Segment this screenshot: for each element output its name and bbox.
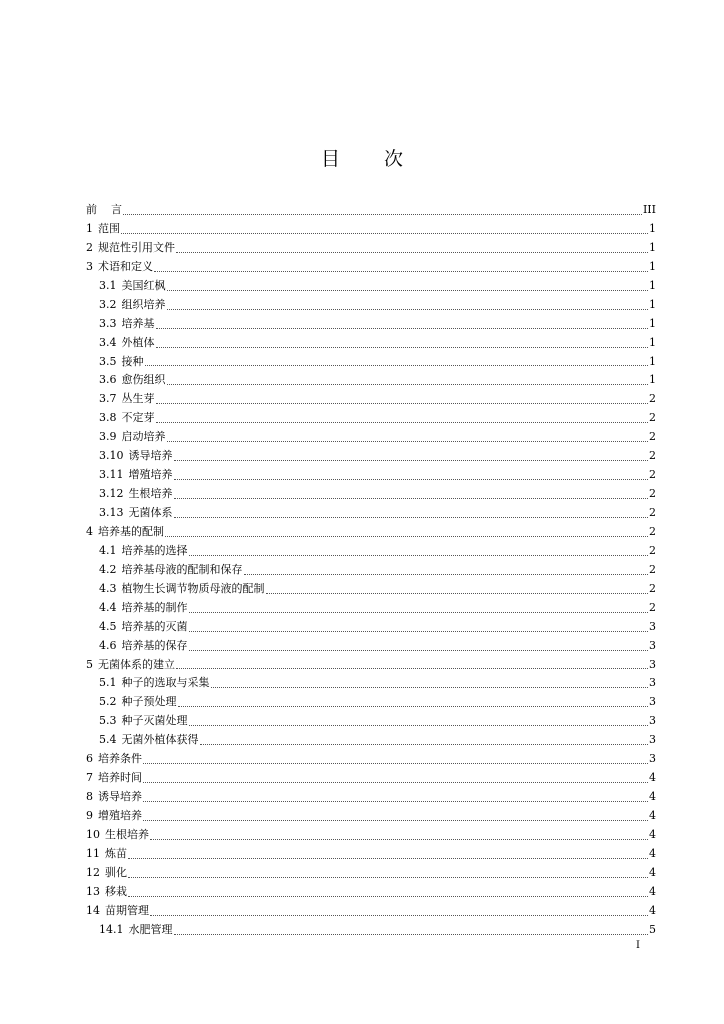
- toc-entry-label: [99, 561, 243, 580]
- toc-entry-number: 13: [86, 884, 100, 898]
- toc-entry-label: [86, 523, 164, 542]
- toc-entry-page: 3: [649, 657, 656, 671]
- toc-entry-page: 2: [649, 449, 656, 463]
- toc-entry-page: 4: [649, 790, 656, 804]
- toc-entry-title: 培养基的灭菌: [121, 619, 188, 633]
- toc-leader-dots: [189, 631, 649, 632]
- toc-leader-dots: [128, 877, 648, 878]
- footer-page-number: I: [636, 940, 640, 951]
- toc-entry-label: [99, 921, 173, 940]
- toc-leader-dots: [189, 725, 649, 726]
- toc-entry-page: 2: [649, 468, 656, 482]
- toc-entry-page: 2: [649, 411, 656, 425]
- toc-leader-dots: [128, 896, 648, 897]
- toc-entry-page: 3: [649, 676, 656, 690]
- toc-leader-dots: [156, 403, 649, 404]
- toc-entry[interactable]: [86, 826, 656, 845]
- toc-entry-page: 3: [649, 619, 656, 633]
- toc-entry[interactable]: [86, 220, 656, 239]
- toc-entry-title: 培养基的配制: [98, 524, 164, 538]
- toc-entry-label: [86, 258, 153, 277]
- toc-entry-number: 9: [86, 809, 93, 822]
- toc-entry-label: [99, 371, 166, 390]
- toc-entry-title: 前 言: [86, 203, 122, 216]
- toc-entry-number: 4.3: [99, 581, 117, 595]
- toc-entry-page: 5: [649, 922, 656, 936]
- toc-entry-page: 1: [649, 335, 656, 349]
- toc-entry[interactable]: [86, 618, 656, 637]
- toc-entry-page: 2: [649, 524, 656, 538]
- toc-entry-label: [99, 447, 173, 466]
- toc-entry-label: [99, 428, 166, 447]
- toc-entry-page: 1: [649, 316, 656, 330]
- toc-entry-page: 2: [649, 543, 656, 557]
- toc-entry-label: [99, 390, 155, 409]
- toc-entry-number: 3.3: [99, 316, 117, 330]
- toc-entry-number: 4.5: [99, 619, 117, 633]
- toc-entry-label: [99, 599, 188, 618]
- toc-entry-number: 3.7: [99, 392, 117, 406]
- toc-entry[interactable]: [86, 674, 656, 693]
- title-char-right: 次: [384, 148, 404, 170]
- toc-entry-page: 2: [649, 562, 656, 576]
- toc-entry[interactable]: [86, 845, 656, 864]
- toc-entry-label: [86, 845, 127, 864]
- toc-entry-number: 3.1: [99, 278, 117, 292]
- toc-entry-title: 诱导培养: [128, 449, 173, 463]
- table-of-contents: [86, 201, 656, 940]
- toc-entry-title: 启动培养: [121, 430, 166, 444]
- toc-entry[interactable]: [86, 296, 656, 315]
- title-char-left: 目: [320, 148, 340, 170]
- toc-entry-page: 4: [649, 809, 656, 822]
- toc-entry-label: [99, 674, 210, 693]
- toc-entry[interactable]: [86, 883, 656, 902]
- toc-entry-page: 1: [649, 240, 656, 254]
- toc-entry[interactable]: [86, 258, 656, 277]
- toc-entry[interactable]: [86, 561, 656, 580]
- toc-entry-label: [99, 542, 188, 561]
- toc-entry[interactable]: [86, 277, 656, 296]
- toc-entry-title: 苗期管理: [105, 903, 149, 917]
- toc-entry-label: [99, 409, 155, 428]
- toc-entry-number: 5.1: [99, 676, 117, 690]
- toc-entry-label: [86, 201, 122, 220]
- toc-entry[interactable]: [86, 599, 656, 618]
- toc-entry-title: 培养基的保存: [121, 638, 188, 652]
- toc-entry-page: 1: [649, 278, 656, 292]
- toc-entry-number: 3.13: [99, 506, 124, 519]
- toc-leader-dots: [244, 574, 649, 575]
- toc-entry-title: 种子预处理: [121, 695, 177, 709]
- toc-leader-dots: [143, 820, 648, 821]
- toc-entry-page: 1: [649, 354, 656, 368]
- toc-entry[interactable]: [86, 807, 656, 826]
- toc-entry[interactable]: [86, 542, 656, 561]
- toc-leader-dots: [121, 233, 648, 234]
- toc-leader-dots: [167, 441, 649, 442]
- toc-leader-dots: [174, 498, 649, 499]
- toc-entry-label: [86, 239, 175, 258]
- toc-entry-label: [99, 466, 173, 485]
- toc-entry-number: 5.4: [99, 733, 117, 747]
- toc-entry[interactable]: [86, 864, 656, 883]
- toc-entry-number: 5.2: [99, 695, 117, 709]
- toc-leader-dots: [200, 744, 649, 745]
- toc-entry-title: 培养基的选择: [121, 543, 188, 557]
- toc-entry[interactable]: [86, 239, 656, 258]
- toc-entry-number: 3.5: [99, 354, 117, 368]
- toc-entry[interactable]: [86, 428, 656, 447]
- toc-leader-dots: [143, 782, 648, 783]
- toc-leader-dots: [174, 934, 649, 935]
- toc-leader-dots: [156, 347, 649, 348]
- toc-entry-page: III: [642, 203, 656, 216]
- toc-entry-page: 1: [649, 373, 656, 387]
- toc-entry-number: 3.2: [99, 297, 117, 311]
- toc-entry[interactable]: [86, 334, 656, 353]
- toc-entry-page: 2: [649, 600, 656, 614]
- toc-entry-title: 不定芽: [121, 411, 155, 425]
- toc-entry-page: 4: [649, 827, 656, 841]
- toc-entry-number: 14: [86, 903, 100, 917]
- toc-entry[interactable]: [86, 466, 656, 485]
- toc-entry[interactable]: [86, 315, 656, 334]
- toc-entry-page: 1: [649, 297, 656, 311]
- toc-entry-page: 3: [649, 638, 656, 652]
- toc-leader-dots: [189, 555, 649, 556]
- toc-entry-label: [99, 485, 173, 504]
- toc-entry[interactable]: [86, 523, 656, 542]
- toc-entry-label: [99, 504, 173, 523]
- toc-entry-number: 4.1: [99, 543, 117, 557]
- page-title: [0, 144, 724, 171]
- toc-entry-label: [99, 353, 144, 372]
- toc-entry-title: 无菌体系的建立: [98, 657, 175, 671]
- toc-entry-title: 无菌外植体获得: [121, 733, 199, 747]
- toc-leader-dots: [176, 668, 648, 669]
- toc-leader-dots: [189, 612, 649, 613]
- toc-entry[interactable]: [86, 769, 656, 788]
- toc-entry-number: 5.3: [99, 714, 117, 728]
- toc-leader-dots: [178, 706, 649, 707]
- toc-entry-page: 4: [649, 771, 656, 785]
- toc-entry-title: 培养条件: [98, 752, 142, 766]
- toc-entry-label: [86, 864, 127, 883]
- toc-leader-dots: [167, 290, 649, 291]
- toc-entry-label: [99, 296, 166, 315]
- toc-entry-number: 2: [86, 240, 93, 254]
- toc-entry-page: 4: [649, 865, 656, 879]
- toc-entry-title: 培养时间: [98, 771, 142, 785]
- toc-entry[interactable]: [86, 656, 656, 675]
- toc-entry-number: 4: [86, 524, 93, 538]
- toc-entry-label: [86, 788, 142, 807]
- toc-entry-label: [86, 769, 142, 788]
- toc-entry-number: 3.4: [99, 335, 117, 349]
- toc-entry-number: 11: [86, 846, 100, 860]
- toc-leader-dots: [145, 365, 649, 366]
- toc-entry-number: 3.11: [99, 468, 124, 482]
- toc-entry-label: [99, 580, 265, 599]
- toc-entry[interactable]: [86, 693, 656, 712]
- toc-entry-page: 2: [649, 581, 656, 595]
- toc-leader-dots: [174, 517, 649, 518]
- toc-entry-label: [99, 618, 188, 637]
- toc-leader-dots: [174, 479, 649, 480]
- toc-entry-number: 14.1: [99, 922, 124, 936]
- toc-entry-page: 2: [649, 506, 656, 519]
- toc-entry-label: [99, 731, 199, 750]
- toc-entry-page: 1: [649, 259, 656, 273]
- toc-entry[interactable]: [86, 921, 656, 940]
- toc-leader-dots: [154, 271, 648, 272]
- toc-leader-dots: [167, 309, 649, 310]
- toc-entry-title: 生根培养: [128, 487, 173, 501]
- toc-leader-dots: [176, 252, 648, 253]
- toc-entry-label: [86, 750, 142, 769]
- toc-entry[interactable]: [86, 580, 656, 599]
- toc-entry-page: 3: [649, 695, 656, 709]
- toc-entry-title: 炼苗: [105, 846, 127, 860]
- toc-leader-dots: [150, 915, 648, 916]
- toc-entry-title: 移栽: [105, 884, 127, 898]
- toc-entry[interactable]: [86, 409, 656, 428]
- toc-entry-label: [99, 693, 177, 712]
- toc-entry-title: 外植体: [121, 335, 155, 349]
- toc-entry-title: 接种: [121, 354, 144, 368]
- toc-entry-page: 3: [649, 714, 656, 728]
- toc-entry-title: 愈伤组织: [121, 373, 166, 387]
- toc-entry-title: 水肥管理: [128, 922, 173, 936]
- toc-entry[interactable]: [86, 712, 656, 731]
- toc-entry[interactable]: [86, 201, 656, 220]
- toc-entry-label: [86, 883, 127, 902]
- toc-entry-number: 1: [86, 221, 93, 235]
- toc-entry-page: 3: [649, 752, 656, 766]
- toc-entry-title: 范围: [98, 221, 120, 235]
- toc-entry-page: 3: [649, 733, 656, 747]
- toc-entry-title: 规范性引用文件: [98, 240, 175, 254]
- toc-entry-title: 美国红枫: [121, 278, 166, 292]
- toc-leader-dots: [156, 422, 649, 423]
- toc-entry[interactable]: [86, 353, 656, 372]
- toc-entry-title: 术语和定义: [98, 259, 153, 273]
- toc-leader-dots: [167, 384, 649, 385]
- toc-entry-title: 增殖培养: [98, 809, 142, 822]
- toc-entry[interactable]: [86, 390, 656, 409]
- toc-entry-title: 植物生长调节物质母液的配制: [121, 581, 265, 595]
- toc-entry-label: [99, 712, 188, 731]
- toc-entry-label: [99, 315, 155, 334]
- toc-leader-dots: [128, 858, 648, 859]
- toc-entry-label: [86, 656, 175, 675]
- toc-leader-dots: [165, 536, 648, 537]
- toc-entry-number: 3.6: [99, 373, 117, 387]
- toc-leader-dots: [123, 214, 642, 215]
- toc-entry[interactable]: [86, 371, 656, 390]
- toc-leader-dots: [174, 460, 649, 461]
- toc-entry-number: 4.6: [99, 638, 117, 652]
- toc-entry-label: [99, 277, 166, 296]
- toc-entry-number: 6: [86, 752, 93, 766]
- toc-entry-title: 培养基母液的配制和保存: [121, 562, 243, 576]
- toc-entry-title: 种子灭菌处理: [121, 714, 188, 728]
- toc-entry[interactable]: [86, 485, 656, 504]
- toc-entry-page: 1: [649, 221, 656, 235]
- toc-entry-page: 2: [649, 392, 656, 406]
- toc-entry-page: 4: [649, 903, 656, 917]
- toc-entry-label: [86, 902, 149, 921]
- toc-entry-title: 生根培养: [105, 827, 149, 841]
- toc-entry-number: 3.9: [99, 430, 117, 444]
- toc-entry[interactable]: [86, 504, 656, 523]
- toc-entry[interactable]: [86, 731, 656, 750]
- toc-entry[interactable]: [86, 902, 656, 921]
- toc-leader-dots: [156, 328, 649, 329]
- toc-leader-dots: [211, 687, 649, 688]
- toc-leader-dots: [143, 801, 648, 802]
- toc-entry[interactable]: [86, 750, 656, 769]
- toc-entry-number: 3.10: [99, 449, 124, 463]
- toc-entry[interactable]: [86, 447, 656, 466]
- toc-leader-dots: [266, 593, 649, 594]
- toc-entry-title: 诱导培养: [98, 790, 142, 804]
- toc-entry-label: [99, 637, 188, 656]
- toc-entry-number: 7: [86, 771, 93, 785]
- toc-entry-number: 3.8: [99, 411, 117, 425]
- toc-entry-title: 丛生芽: [121, 392, 155, 406]
- toc-entry-number: 4.4: [99, 600, 117, 614]
- toc-entry-title: 增殖培养: [128, 468, 173, 482]
- toc-entry-page: 4: [649, 846, 656, 860]
- toc-entry-title: 组织培养: [121, 297, 166, 311]
- toc-entry-number: 4.2: [99, 562, 117, 576]
- toc-entry-page: 2: [649, 487, 656, 501]
- toc-entry-number: 3.12: [99, 487, 124, 501]
- toc-entry-number: 10: [86, 827, 100, 841]
- toc-entry-label: [86, 807, 142, 826]
- toc-leader-dots: [143, 763, 648, 764]
- toc-entry-page: 4: [649, 884, 656, 898]
- toc-entry-number: 12: [86, 865, 100, 879]
- toc-entry-page: 2: [649, 430, 656, 444]
- toc-entry-title: 种子的选取与采集: [121, 676, 210, 690]
- toc-leader-dots: [189, 650, 649, 651]
- toc-entry-label: [99, 334, 155, 353]
- toc-entry[interactable]: [86, 637, 656, 656]
- toc-entry-label: [86, 220, 120, 239]
- toc-entry-title: 无菌体系: [128, 506, 173, 519]
- toc-entry-title: 驯化: [105, 865, 127, 879]
- toc-entry-number: 3: [86, 259, 93, 273]
- toc-entry-label: [86, 826, 149, 845]
- toc-entry-title: 培养基的制作: [121, 600, 188, 614]
- toc-entry-number: 8: [86, 790, 93, 804]
- toc-leader-dots: [150, 839, 648, 840]
- toc-entry-number: 5: [86, 657, 93, 671]
- toc-entry[interactable]: [86, 788, 656, 807]
- toc-entry-title: 培养基: [121, 316, 155, 330]
